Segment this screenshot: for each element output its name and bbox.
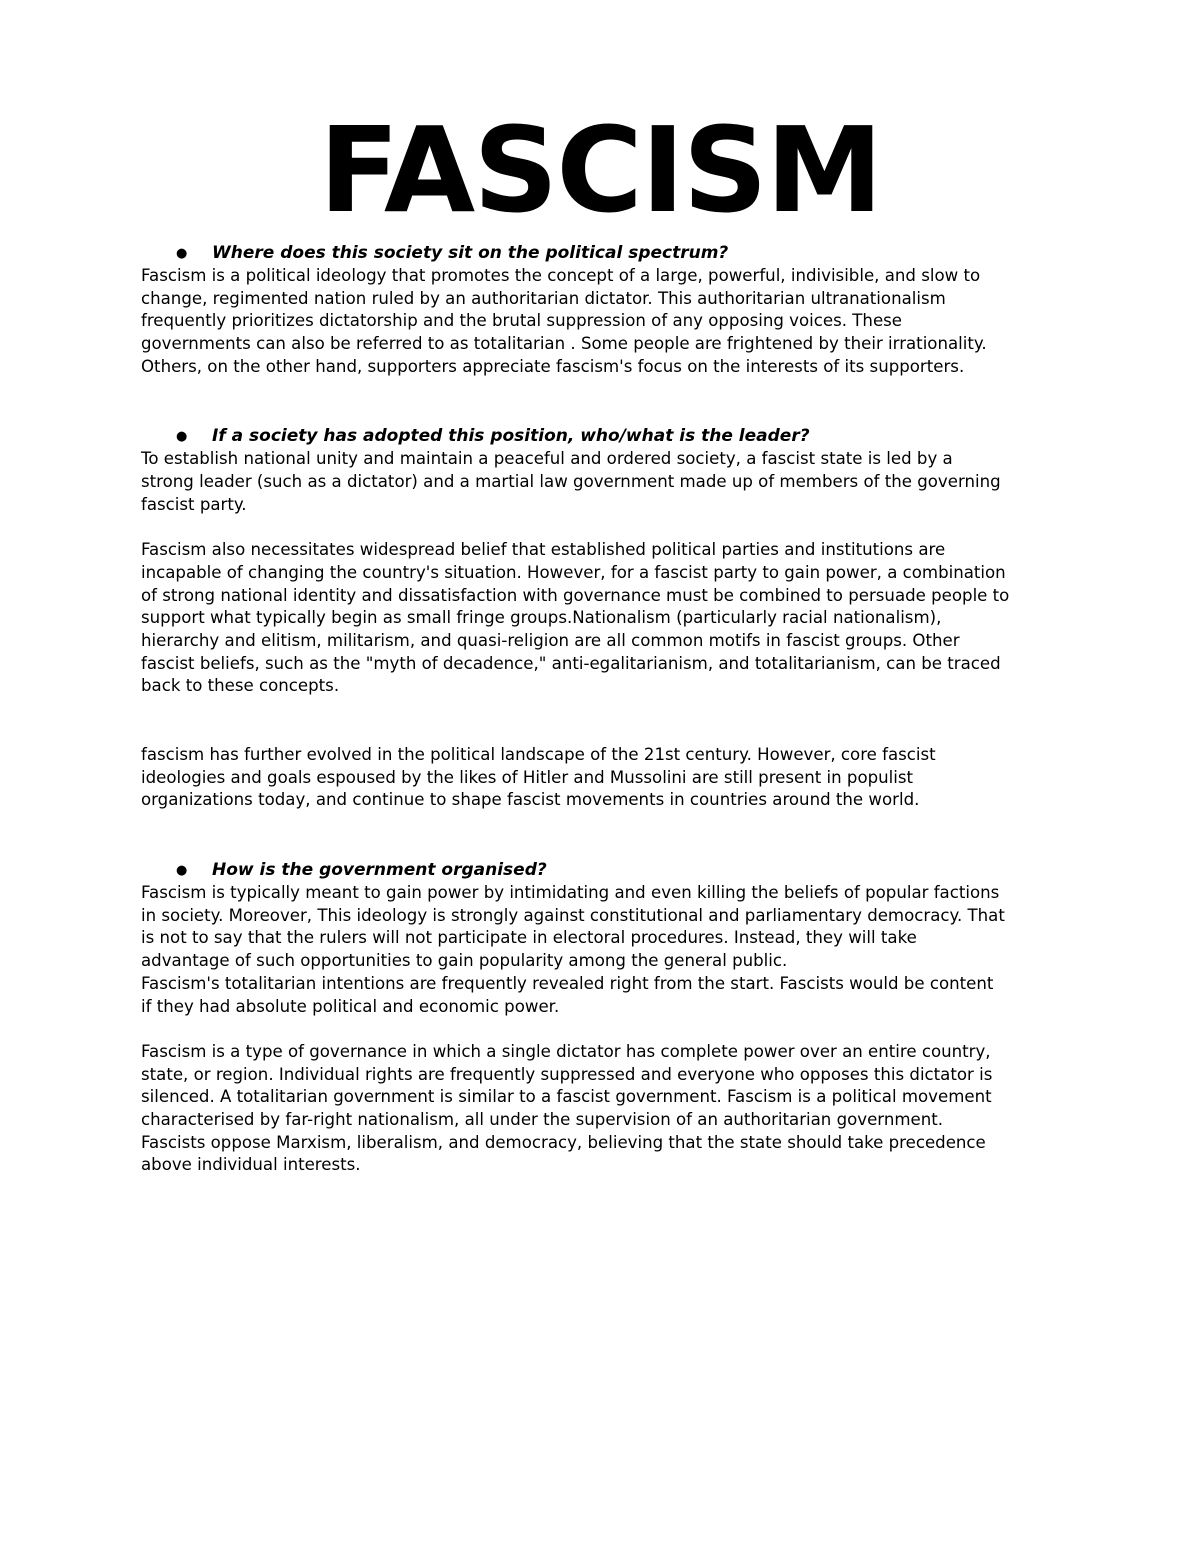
paragraph bbox=[141, 1041, 1071, 1177]
section-heading-leader bbox=[141, 425, 1071, 448]
paragraph bbox=[141, 882, 1071, 1018]
document-title: FASCISM bbox=[318, 101, 882, 239]
text-line: Fascism also necessitates widespread belief that established political parties and institutions are bbox=[141, 540, 946, 560]
paragraph bbox=[141, 448, 1071, 516]
text-line: hierarchy and elitism, militarism, and quasi-religion are all common motifs in fascist groups. Other bbox=[141, 630, 960, 650]
text-line: Others, on the other hand, supporters appreciate fascism's focus on the interests of its supporters. bbox=[141, 356, 965, 376]
text-line: support what typically begin as small fringe groups.Nationalism (particularly racial nationalism), bbox=[141, 608, 942, 628]
text-line: if they had absolute political and economic power. bbox=[141, 996, 560, 1016]
text-line: frequently prioritizes dictatorship and the brutal suppression of any opposing voices. These bbox=[141, 311, 903, 331]
heading-text: Where does this society sit on the political spectrum? bbox=[212, 243, 729, 263]
heading-text: If a society has adopted this position, who/what is the leader? bbox=[212, 426, 810, 447]
paragraph bbox=[141, 539, 1071, 698]
bullet-icon: ● bbox=[176, 246, 188, 261]
text-line: To establish national unity and maintain a peaceful and ordered society, a fascist state is led by a bbox=[141, 449, 953, 469]
document-body bbox=[141, 242, 1071, 1177]
text-line: incapable of changing the country's situation. However, for a fascist party to gain power, a combination bbox=[141, 562, 1006, 582]
text-line: in society. Moreover, This ideology is strongly against constitutional and parliamentary democracy. That bbox=[141, 905, 1005, 925]
text-line: is not to say that the rulers will not participate in electoral procedures. Instead, they will take bbox=[141, 928, 917, 948]
text-line: silenced. A totalitarian government is similar to a fascist government. Fascism is a political movement bbox=[141, 1087, 992, 1107]
text-line: Fascism's totalitarian intentions are frequently revealed right from the start. Fascists would be content bbox=[141, 973, 994, 993]
text-line: fascism has further evolved in the political landscape of the 21st century. However, core fascist bbox=[141, 745, 936, 764]
text-line: above individual interests. bbox=[141, 1155, 361, 1175]
text-line: Fascism is typically meant to gain power by intimidating and even killing the beliefs of popular factions bbox=[141, 883, 1000, 903]
bullet-icon: ● bbox=[176, 863, 188, 879]
text-line: organizations today, and continue to shape fascist movements in countries around the world. bbox=[141, 790, 920, 810]
text-line: back to these concepts. bbox=[141, 676, 340, 696]
text-line: Fascism is a political ideology that promotes the concept of a large, powerful, indivisible, and slow to bbox=[141, 266, 981, 285]
text-line: change, regimented nation ruled by an authoritarian dictator. This authoritarian ultranationalism bbox=[141, 288, 946, 308]
text-line: advantage of such opportunities to gain popularity among the general public. bbox=[141, 951, 788, 971]
text-line: fascist beliefs, such as the "myth of decadence," anti-egalitarianism, and totalitarianism, can be traced bbox=[141, 653, 1001, 673]
text-line: strong leader (such as a dictator) and a martial law government made up of members of the governing bbox=[141, 472, 1001, 492]
text-line: of strong national identity and dissatisfaction with governance must be combined to persuade people to bbox=[141, 585, 1010, 605]
paragraph bbox=[141, 744, 1071, 812]
text-line: Fascists oppose Marxism, liberalism, and democracy, believing that the state should take precedence bbox=[141, 1132, 986, 1152]
text-line: ideologies and goals espoused by the likes of Hitler and Mussolini are still present in populist bbox=[141, 767, 914, 787]
text-line: governments can also be referred to as totalitarian . Some people are frightened by their irrationality. bbox=[141, 334, 987, 354]
text-line: state, or region. Individual rights are frequently suppressed and everyone who opposes this dictator is bbox=[141, 1064, 993, 1084]
text-line: Fascism is a type of governance in which a single dictator has complete power over an entire country, bbox=[141, 1041, 991, 1061]
section-heading-political-spectrum bbox=[141, 242, 1071, 265]
paragraph bbox=[141, 265, 1071, 378]
bullet-icon: ● bbox=[176, 429, 188, 445]
heading-text: How is the government organised? bbox=[212, 860, 547, 881]
text-line: characterised by far-right nationalism, all under the supervision of an authoritarian government. bbox=[141, 1109, 944, 1129]
section-heading-government bbox=[141, 859, 1071, 882]
text-line: fascist party. bbox=[141, 494, 247, 514]
